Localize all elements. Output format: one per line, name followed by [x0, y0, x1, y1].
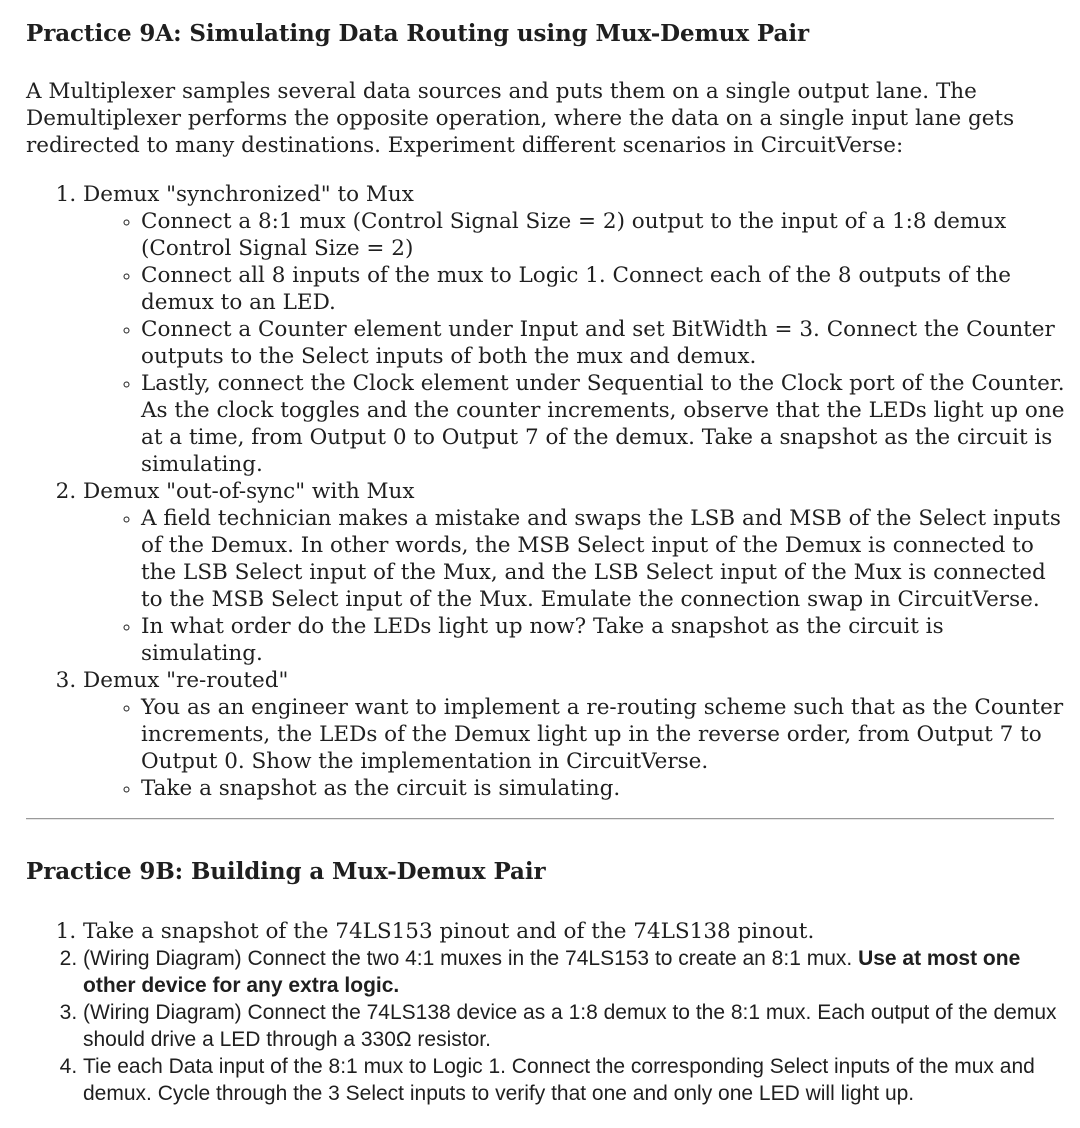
- sub-list-item: ◦ Connect a 8:1 mux (Control Signal Size = 2) output to the input of a 1:8 demux (Control Signal Size = 2): [141, 208, 1066, 262]
- section-divider: [26, 818, 1054, 820]
- sub-list-item: ◦ Lastly, connect the Clock element under Sequential to the Clock port of the Counter. As the clock toggles and the counter increments, observe that the LEDs light up one at a time, from Output 0 to Output 7 of the demux. Take a snapshot as the circuit is simulating.: [141, 370, 1066, 478]
- list-item: [83, 478, 1066, 667]
- sub-list-item: ◦ A field technician makes a mistake and swaps the LSB and MSB of the Select inputs of the Demux. In other words, the MSB Select input of the Demux is connected to the LSB Select input of the Mux, and the LSB Select input of the Mux is connected to the MSB Select input of the Mux. Emulate the connection swap in CircuitVerse.: [141, 505, 1066, 613]
- list-item: [83, 181, 1066, 478]
- list-item-label: Demux "re-routed": [83, 668, 289, 693]
- list-item: 4. Tie each Data input of the 8:1 mux to Logic 1. Connect the corresponding Select inputs of the mux and demux. Cycle through the 3 Select inputs to verify that one and only one LED will light up.: [83, 1053, 1066, 1107]
- sub-list-item: ◦ Connect a Counter element under Input and set BitWidth = 3. Connect the Counter outputs to the Select inputs of both the mux and demux.: [141, 316, 1066, 370]
- sub-list-item: ◦ In what order do the LEDs light up now? Take a snapshot as the circuit is simulating.: [141, 613, 1066, 667]
- list-item: 3. (Wiring Diagram) Connect the 74LS138 device as a 1:8 demux to the 8:1 mux. Each output of the demux should drive a LED through a 330Ω resistor.: [83, 999, 1066, 1053]
- sub-list: [83, 208, 1066, 478]
- practice-9a-section: [26, 18, 1066, 802]
- practice-9a-list: [26, 181, 1066, 802]
- practice-9b-list: [26, 918, 1066, 1107]
- practice-9a-title: Practice 9A: Simulating Data Routing using Mux-Demux Pair: [26, 20, 809, 47]
- list-item: 1. Take a snapshot of the 74LS153 pinout and of the 74LS138 pinout.: [83, 918, 1066, 945]
- list-item-label: Demux "synchronized" to Mux: [83, 182, 414, 207]
- list-item-label: Demux "out-of-sync" with Mux: [83, 479, 415, 504]
- list-item-emphasis: Use at most one other device for any extra logic.: [83, 947, 1021, 997]
- list-item: [83, 945, 1066, 999]
- list-item: [83, 667, 1066, 802]
- list-item-text: (Wiring Diagram) Connect the two 4:1 muxes in the 74LS153 to create an 8:1 mux.: [83, 947, 853, 970]
- sub-list-item: ◦ You as an engineer want to implement a re-routing scheme such that as the Counter increments, the LEDs of the Demux light up in the reverse order, from Output 7 to Output 0. Show the implementation in CircuitVerse.: [141, 694, 1066, 775]
- sub-list: [83, 694, 1066, 802]
- sub-list: [83, 505, 1066, 667]
- practice-9b-title: Practice 9B: Building a Mux-Demux Pair: [26, 858, 546, 885]
- sub-list-item: ◦ Connect all 8 inputs of the mux to Logic 1. Connect each of the 8 outputs of the demux to an LED.: [141, 262, 1066, 316]
- practice-9a-intro: A Multiplexer samples several data sources and puts them on a single output lane. The Demultiplexer performs the opposite operation, where the data on a single input lane gets redirected to many destinations. Experiment different scenarios in CircuitVerse:: [26, 79, 1015, 158]
- sub-list-item: ◦ Take a snapshot as the circuit is simulating.: [141, 775, 1066, 802]
- practice-9b-section: [26, 856, 1066, 1107]
